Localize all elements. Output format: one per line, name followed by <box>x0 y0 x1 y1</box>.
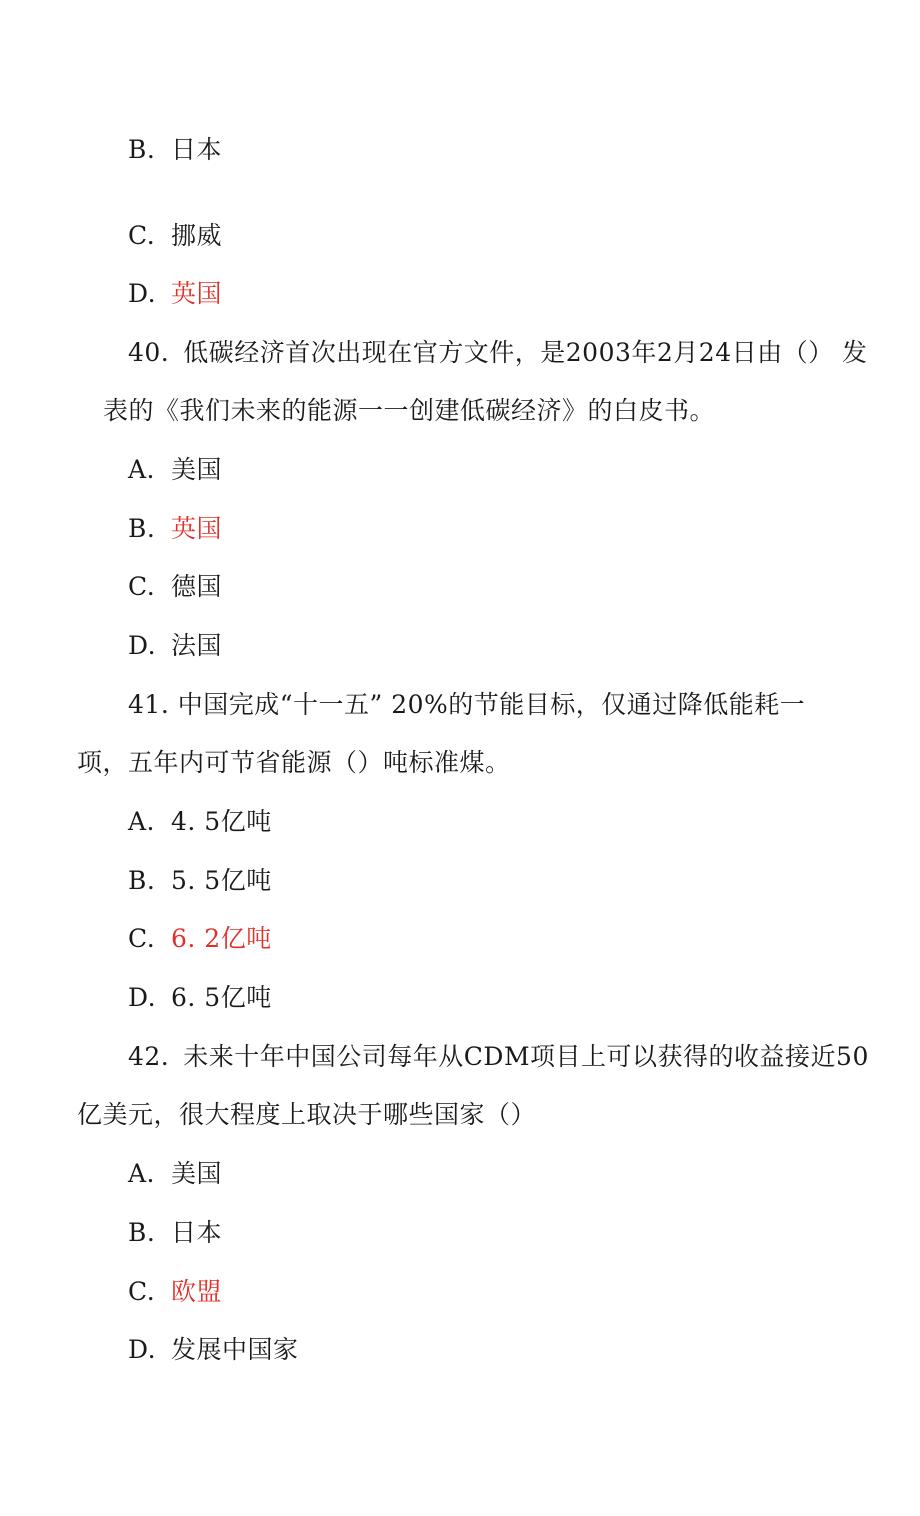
q42-option-d <box>128 1334 299 1366</box>
option-letter: C. <box>128 221 156 250</box>
q40-stem-line1 <box>128 337 868 369</box>
q41-option-c-correct <box>128 923 272 955</box>
option-letter: A. <box>128 455 156 484</box>
option-letter: D. <box>128 1335 157 1364</box>
q42-option-b <box>128 1217 222 1249</box>
option-text: 4. 5亿吨 <box>171 807 272 836</box>
option-text: 美国 <box>171 1159 223 1188</box>
option-text: 5. 5亿吨 <box>171 866 272 895</box>
option-letter: C. <box>128 924 156 953</box>
option-letter: D. <box>128 631 157 660</box>
q40-stem-line2: 表的《我们未来的能源一一创建低碳经济》的白皮书。 <box>103 396 716 425</box>
q42-stem-line1 <box>128 1041 869 1073</box>
q41-stem-line1 <box>128 689 805 721</box>
option-text: 日本 <box>171 1218 223 1247</box>
option-text: 美国 <box>171 455 223 484</box>
q41-option-b <box>128 865 272 897</box>
question-number: 40. <box>128 338 170 367</box>
q40-option-d <box>128 630 222 662</box>
option-letter: A. <box>128 1159 156 1188</box>
question-text: 未来十年中国公司每年从CDM项目上可以获得的收益接近50 <box>183 1042 869 1071</box>
q41-option-d <box>128 982 272 1014</box>
question-number: 42. <box>128 1042 170 1071</box>
option-letter: C. <box>128 572 156 601</box>
q42-stem-line2: 亿美元，很大程度上取决于哪些国家（） <box>77 1100 537 1129</box>
option-text: 发展中国家 <box>171 1335 299 1364</box>
question-number: 41 <box>128 690 161 719</box>
option-text: 英国 <box>171 514 223 543</box>
option-text: 英国 <box>171 279 223 308</box>
question-text: 低碳经济首次出现在官方文件，是2003年2月24日由（） 发 <box>183 338 868 367</box>
q39-option-b <box>128 134 222 166</box>
q39-option-c <box>128 220 222 252</box>
q41-stem-line2: 项，五年内可节省能源（）吨标准煤。 <box>77 748 511 777</box>
q39-option-d-correct <box>128 278 222 310</box>
question-text: . 中国完成“十一五” 20%的节能目标，仅通过降低能耗一 <box>160 690 806 719</box>
option-text: 挪威 <box>171 221 223 250</box>
option-letter: B. <box>128 514 156 543</box>
option-text: 6. 2亿吨 <box>171 924 272 953</box>
q40-option-a <box>128 454 222 486</box>
option-letter: B. <box>128 1218 156 1247</box>
q41-option-a <box>128 806 272 838</box>
option-text: 德国 <box>171 572 223 601</box>
q40-option-c <box>128 571 222 603</box>
q42-option-a <box>128 1158 222 1190</box>
option-letter: C. <box>128 1277 156 1306</box>
option-letter: B. <box>128 135 156 164</box>
option-letter: B. <box>128 866 156 895</box>
option-text: 6. 5亿吨 <box>171 983 272 1012</box>
option-letter: A. <box>128 807 156 836</box>
q40-option-b-correct <box>128 513 222 545</box>
option-text: 日本 <box>171 135 223 164</box>
option-letter: D. <box>128 279 157 308</box>
option-text: 法国 <box>171 631 223 660</box>
q42-option-c-correct <box>128 1276 222 1308</box>
option-letter: D. <box>128 983 157 1012</box>
option-text: 欧盟 <box>171 1277 223 1306</box>
